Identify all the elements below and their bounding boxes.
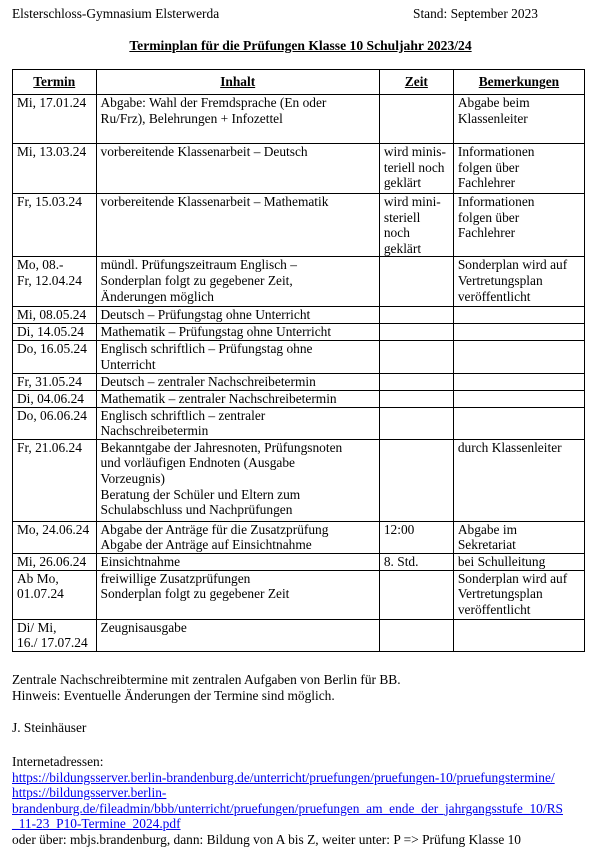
cell-zeit [379, 257, 453, 307]
cell-inhalt-line: Sonderplan folgt zu gegebener Zeit [100, 586, 290, 602]
cell-bemerkungen-line: Fachlehrer [457, 225, 516, 241]
table-header-row [13, 70, 585, 95]
cell-termin-line: Di, 14.05.24 [17, 324, 84, 340]
cell-termin-line: Mo, 24.06.24 [17, 521, 90, 537]
cell-termin-line: Mo, 08.- [17, 257, 64, 273]
cell-termin-line: Ab Mo, [17, 570, 59, 586]
cell-bemerkungen-line: folgen über [457, 209, 520, 225]
cell-inhalt [96, 619, 379, 651]
link-termine-pdf-line[interactable]: https://bildungsserver.berlin- [12, 785, 167, 801]
cell-termin [13, 407, 97, 439]
column-header-inhalt: Inhalt [96, 70, 379, 95]
cell-inhalt-line: Bekanntgabe der Jahresnoten, Prüfungsnoten [100, 439, 343, 455]
cell-zeit-line: wird minis- [383, 144, 446, 159]
table-row [13, 340, 585, 373]
cell-zeit [379, 144, 453, 194]
cell-zeit [379, 95, 453, 144]
cell-inhalt-line: freiwillige Zusatzprüfungen [100, 570, 251, 586]
cell-termin-line: Fr, 21.06.24 [17, 439, 82, 455]
cell-zeit [379, 407, 453, 439]
cell-inhalt-line: Englisch schriftlich – zentraler [100, 407, 266, 423]
cell-inhalt [96, 439, 379, 521]
cell-termin-line: Mi, 26.06.24 [17, 553, 87, 569]
note-line: Hinweis: Eventuelle Änderungen der Termine sind möglich. [12, 687, 335, 703]
cell-termin-line: Do, 06.06.24 [17, 407, 87, 423]
cell-termin-line: Di, 04.06.24 [17, 390, 84, 406]
table-row [13, 390, 585, 407]
cell-termin-line: Mi, 13.03.24 [17, 144, 87, 159]
cell-termin [13, 390, 97, 407]
cell-inhalt-line: vorbereitende Klassenarbeit – Mathematik [100, 194, 329, 209]
cell-termin [13, 570, 97, 619]
cell-termin [13, 553, 97, 570]
cell-zeit [379, 521, 453, 553]
cell-zeit [379, 439, 453, 521]
cell-termin-line: Fr, 15.03.24 [17, 194, 82, 209]
cell-bemerkungen [453, 407, 584, 439]
cell-inhalt [96, 307, 379, 324]
cell-inhalt-line: Beratung der Schüler und Eltern zum [100, 486, 301, 502]
cell-bemerkungen-line: folgen über [457, 159, 520, 175]
cell-inhalt-line: Abgabe: Wahl der Fremdsprache (En oder [100, 95, 327, 110]
cell-inhalt [96, 570, 379, 619]
cell-zeit-line: teriell noch [383, 159, 445, 175]
cell-bemerkungen [453, 619, 584, 651]
cell-bemerkungen [453, 307, 584, 324]
cell-inhalt-line: Ru/Frz), Belehrungen + Infozettel [100, 110, 283, 126]
cell-bemerkungen-line: Sekretariat [457, 537, 516, 553]
cell-termin-line: Mi, 17.01.24 [17, 95, 87, 110]
link-pruefungstermine[interactable]: https://bildungsserver.berlin-brandenburg.de/unterricht/pruefungen/pruefungen-10/pruefungstermine/ [12, 769, 555, 785]
cell-zeit-line: wird mini- [383, 194, 441, 209]
cell-termin [13, 257, 97, 307]
internet-addresses [12, 754, 592, 848]
cell-bemerkungen-line: durch Klassenleiter [457, 439, 562, 455]
cell-inhalt [96, 324, 379, 341]
column-header-zeit: Zeit [379, 70, 453, 95]
cell-termin [13, 95, 97, 144]
page-title: Terminplan für die Prüfungen Klasse 10 Schuljahr 2023/24 [129, 38, 472, 53]
cell-zeit-line: noch [383, 225, 410, 241]
table-body [13, 95, 585, 652]
cell-termin-line: Do, 16.05.24 [17, 340, 87, 356]
cell-bemerkungen-line: Abgabe im [457, 521, 517, 537]
cell-inhalt-line: Deutsch – Prüfungstag ohne Unterricht [100, 307, 311, 323]
table-row [13, 407, 585, 439]
cell-zeit [379, 324, 453, 341]
cell-inhalt-line: mündl. Prüfungszeitraum Englisch – [100, 257, 297, 273]
cell-zeit-line: geklärt [383, 240, 422, 256]
links-heading: Internetadressen: [12, 754, 104, 769]
cell-inhalt [96, 95, 379, 144]
other-source-note: oder über: mbjs.brandenburg, dann: Bildung von A bis Z, weiter unter: P => Prüfung Klasse 10 [12, 831, 522, 847]
table-row [13, 570, 585, 619]
cell-inhalt-line: Abgabe der Anträge für die Zusatzprüfung [100, 521, 329, 537]
table-row [13, 257, 585, 307]
cell-termin-line: Di/ Mi, [17, 619, 57, 635]
cell-inhalt [96, 194, 379, 257]
cell-bemerkungen [453, 373, 584, 390]
cell-termin [13, 324, 97, 341]
cell-bemerkungen-line: bei Schulleitung [457, 553, 546, 569]
table-row [13, 95, 585, 144]
cell-bemerkungen-line: Informationen [457, 194, 535, 209]
cell-inhalt-line: Mathematik – zentraler Nachschreibetermin [100, 390, 337, 406]
notes [12, 672, 592, 703]
cell-inhalt-line: und vorläufigen Endnoten (Ausgabe [100, 455, 296, 471]
cell-bemerkungen [453, 570, 584, 619]
cell-inhalt [96, 521, 379, 553]
cell-termin-line: Mi, 08.05.24 [17, 307, 87, 323]
column-header-termin: Termin [13, 70, 97, 95]
cell-bemerkungen [453, 553, 584, 570]
link-termine-pdf-line[interactable]: _11-23_P10-Termine_2024.pdf [12, 816, 181, 832]
cell-bemerkungen-line: veröffentlicht [457, 601, 531, 617]
cell-termin [13, 307, 97, 324]
link-termine-pdf-line[interactable]: brandenburg.de/fileadmin/bbb/unterricht/pruefungen/pruefungen_am_ende_der_jahrgangsstufe_10/RS [12, 800, 563, 816]
cell-termin [13, 373, 97, 390]
cell-bemerkungen-line: Vertretungsplan [457, 272, 543, 288]
cell-termin [13, 521, 97, 553]
cell-inhalt [96, 144, 379, 194]
cell-termin-line: Fr, 31.05.24 [17, 373, 82, 389]
cell-bemerkungen [453, 144, 584, 194]
table-row [13, 307, 585, 324]
cell-inhalt [96, 340, 379, 373]
cell-bemerkungen [453, 521, 584, 553]
cell-zeit [379, 340, 453, 373]
table-row [13, 521, 585, 553]
cell-inhalt-line: Einsichtnahme [100, 553, 181, 569]
exam-schedule-table [12, 69, 585, 652]
cell-bemerkungen [453, 257, 584, 307]
table-row [13, 439, 585, 521]
cell-bemerkungen [453, 439, 584, 521]
cell-inhalt [96, 407, 379, 439]
cell-inhalt-line: Schulabschluss und Nachprüfungen [100, 502, 293, 518]
table-row [13, 619, 585, 651]
table-row [13, 194, 585, 257]
cell-zeit [379, 307, 453, 324]
cell-bemerkungen-line: veröffentlicht [457, 288, 531, 304]
cell-inhalt-line: Deutsch – zentraler Nachschreibetermin [100, 373, 316, 389]
note-line: Zentrale Nachschreibtermine mit zentralen Aufgaben von Berlin für BB. [12, 672, 401, 687]
cell-bemerkungen-line: Abgabe beim [457, 95, 530, 110]
cell-bemerkungen-line: Klassenleiter [457, 110, 528, 126]
cell-inhalt-line: Nachschreibetermin [100, 423, 209, 439]
cell-termin [13, 619, 97, 651]
cell-bemerkungen [453, 390, 584, 407]
cell-termin [13, 144, 97, 194]
cell-inhalt-line: Sonderplan folgt zu gegebener Zeit, [100, 272, 293, 288]
cell-zeit [379, 194, 453, 257]
table-row [13, 553, 585, 570]
cell-inhalt-line: Vorzeugnis) [100, 470, 165, 486]
cell-bemerkungen-line: Vertretungsplan [457, 586, 543, 602]
cell-zeit [379, 570, 453, 619]
table-row [13, 373, 585, 390]
cell-bemerkungen-line: Fachlehrer [457, 175, 516, 191]
cell-zeit [379, 619, 453, 651]
cell-bemerkungen-line: Informationen [457, 144, 535, 159]
table-row [13, 324, 585, 341]
cell-termin [13, 439, 97, 521]
cell-inhalt-line: Abgabe der Anträge auf Einsichtnahme [100, 537, 312, 553]
author: J. Steinhäuser [12, 720, 87, 735]
cell-termin [13, 340, 97, 373]
cell-bemerkungen-line: Sonderplan wird auf [457, 257, 568, 273]
cell-inhalt [96, 257, 379, 307]
cell-termin-line: Fr, 12.04.24 [17, 272, 82, 288]
cell-inhalt [96, 553, 379, 570]
cell-inhalt [96, 390, 379, 407]
school-name: Elsterschloss-Gymnasium Elsterwerda [12, 6, 220, 21]
cell-zeit [379, 390, 453, 407]
cell-termin-line: 01.07.24 [17, 586, 64, 602]
cell-bemerkungen [453, 324, 584, 341]
cell-inhalt-line: vorbereitende Klassenarbeit – Deutsch [100, 144, 308, 159]
cell-termin [13, 194, 97, 257]
column-header-bemerkungen: Bemerkungen [453, 70, 584, 95]
cell-inhalt-line: Mathematik – Prüfungstag ohne Unterricht [100, 324, 332, 340]
cell-zeit-line: 8. Std. [383, 553, 419, 569]
cell-bemerkungen-line: Sonderplan wird auf [457, 570, 568, 586]
cell-zeit [379, 373, 453, 390]
cell-bemerkungen [453, 194, 584, 257]
table-row [13, 144, 585, 194]
cell-inhalt-line: Zeugnisausgabe [100, 619, 187, 635]
cell-inhalt [96, 373, 379, 390]
cell-zeit [379, 553, 453, 570]
stand-date: Stand: September 2023 [413, 6, 538, 21]
cell-inhalt-line: Änderungen möglich [100, 288, 214, 304]
cell-bemerkungen [453, 340, 584, 373]
cell-inhalt-line: Unterricht [100, 356, 156, 372]
cell-zeit-line: geklärt [383, 175, 422, 191]
cell-inhalt-line: Englisch schriftlich – Prüfungstag ohne [100, 340, 313, 356]
cell-zeit-line: steriell [383, 209, 421, 225]
cell-zeit-line: 12:00 [383, 521, 415, 537]
cell-termin-line: 16./ 17.07.24 [17, 635, 88, 651]
cell-bemerkungen [453, 95, 584, 144]
